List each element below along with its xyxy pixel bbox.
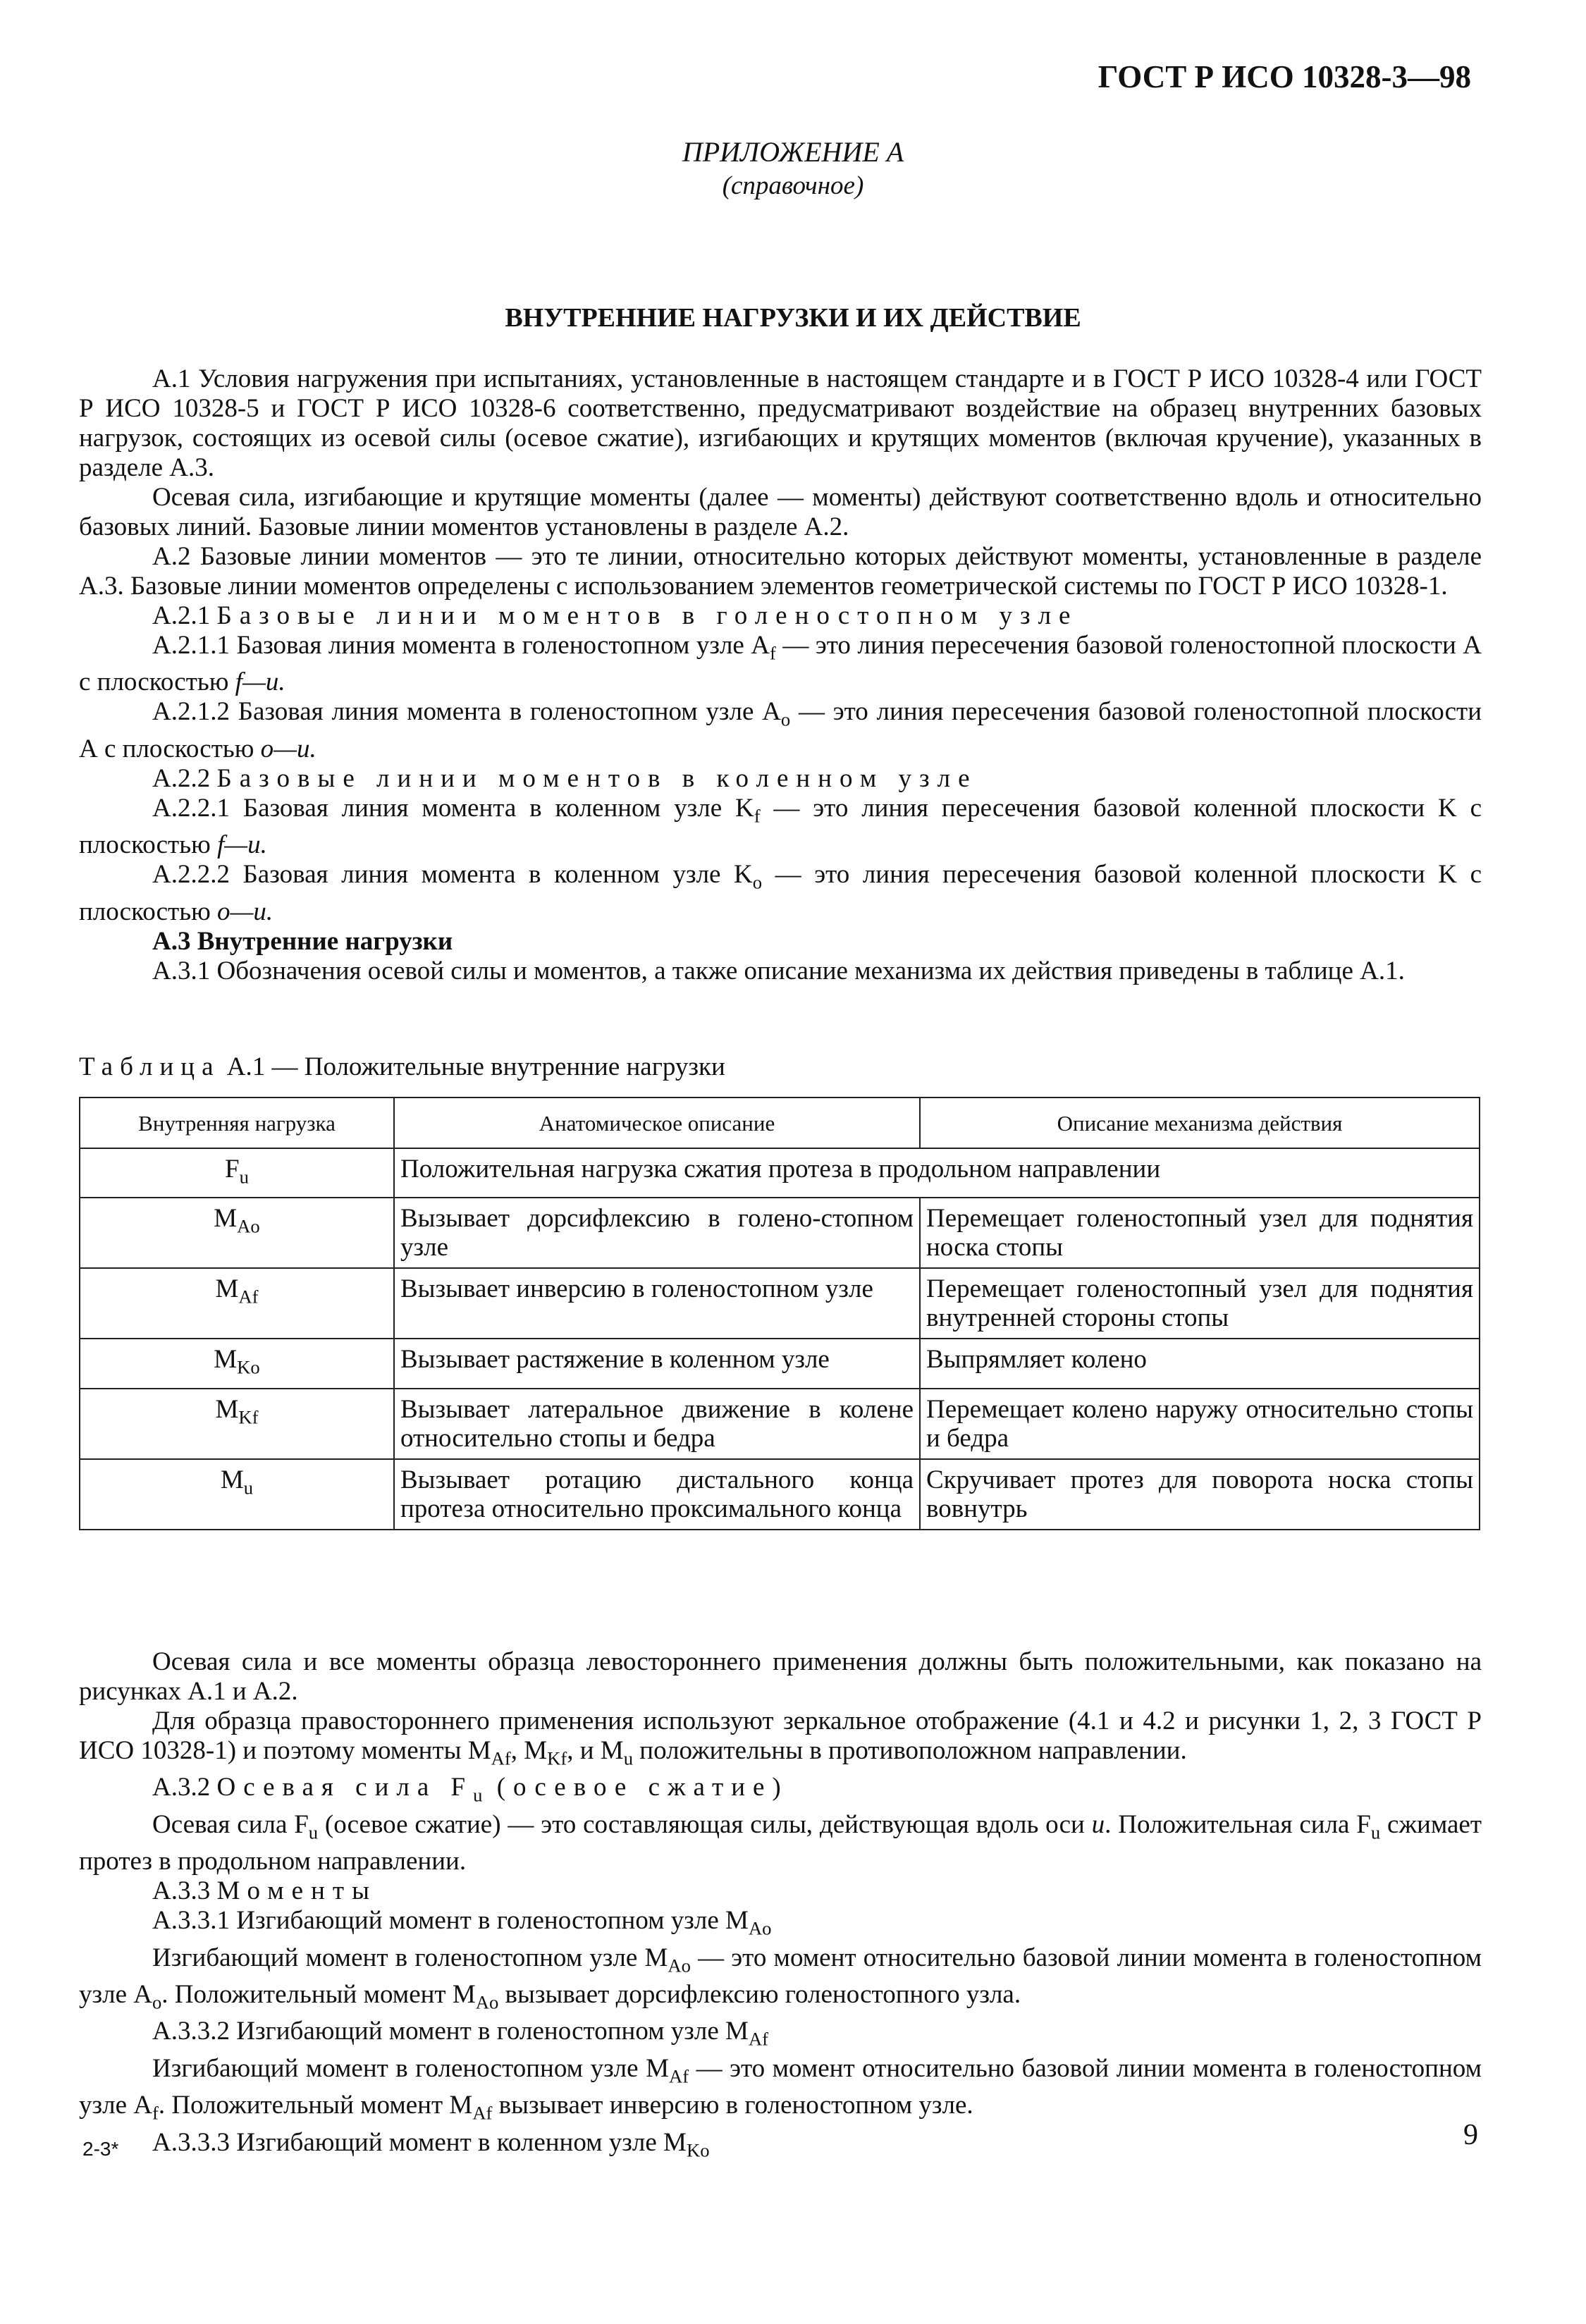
- axial-text-4: сжимает протез в продольном направлении.: [79, 1809, 1482, 1876]
- anatomical-description: Вызывает латеральное движение в колене относительно стопы и бедра: [394, 1389, 920, 1459]
- p4-sub-2: o: [152, 1991, 162, 2013]
- symbol-letter: M: [214, 1345, 238, 1375]
- a211-post: — это линия пересечения базовой голеностопной плоскости А с плоскостью: [79, 631, 1482, 697]
- paragraph-a212: [79, 697, 1482, 763]
- a212-pre: А.2.1.2 Базовая линия момента в голеностопном узле А: [152, 697, 781, 727]
- a222-pre: А.2.2.2 Базовая линия момента в коленном узле K: [152, 860, 753, 890]
- paragraph-positive-loads: Осевая сила и все моменты образца левостороннего применения должны быть положительными, как показано на рисунках А.1 и А.2.: [79, 1647, 1482, 1706]
- load-symbol: [80, 1268, 394, 1339]
- paragraph-a222: [79, 860, 1482, 926]
- paragraph-a2: А.2 Базовые линии моментов — это те линии, относительно которых действуют моменты, установленные в разделе А.3. Базовые линии моментов определены с использованием элементов геометрической системы по ГОСТ Р ИСО 10328-1.: [79, 542, 1482, 601]
- symbol-subscript: Ao: [237, 1215, 260, 1237]
- paragraph-a31: А.3.1 Обозначения осевой силы и моментов, а также описание механизма их действия приведены в таблице А.1.: [152, 956, 1405, 985]
- symbol-letter: F: [225, 1155, 240, 1183]
- body-text-bottom: [79, 1647, 1482, 2165]
- symbol-letter: M: [220, 1465, 244, 1494]
- axial-sub-1: u: [308, 1821, 319, 1843]
- p5-text-1: Изгибающий момент в голеностопном узле M: [152, 2053, 669, 2083]
- a332-text: А.3.3.2 Изгибающий момент в голеностопном узле M: [152, 2017, 749, 2046]
- a211-sub: f: [770, 642, 776, 664]
- a332-sub: Af: [748, 2028, 769, 2050]
- header-load: Внутренняя нагрузка: [80, 1098, 394, 1148]
- load-description: Положительная нагрузка сжатия протеза в продольном направлении: [394, 1148, 1480, 1198]
- heading-a32-number: А.3.2: [152, 1773, 211, 1802]
- a221-italic: f—u.: [216, 830, 267, 860]
- anatomical-description: Вызывает инверсию в голеностопном узле: [394, 1268, 920, 1339]
- symbol-letter: M: [215, 1274, 239, 1304]
- mechanism-description: Перемещает голеностопный узел для поднятия внутренней стороны стопы: [920, 1268, 1480, 1339]
- symbol-letter: M: [214, 1204, 238, 1234]
- heading-a32: [79, 1773, 1482, 1809]
- table-row: [80, 1459, 1480, 1530]
- p4-text-1: Изгибающий момент в голеностопном узле M: [152, 1943, 668, 1972]
- mirror-text-3: , и M: [567, 1736, 624, 1765]
- paragraph-mirror: [79, 1707, 1482, 1773]
- heading-a21-number: А.2.1: [152, 601, 211, 630]
- symbol-subscript: Af: [238, 1286, 259, 1308]
- mechanism-description: Перемещает голеностопный узел для поднятия носка стопы: [920, 1198, 1480, 1268]
- a212-italic: o—u.: [260, 734, 316, 763]
- mirror-text-2: , M: [510, 1736, 548, 1765]
- table-header-row: [80, 1098, 1480, 1148]
- mechanism-description: Выпрямляет колено: [920, 1339, 1480, 1388]
- heading-a32-title: Осевая сила F: [216, 1773, 474, 1802]
- internal-loads-table: [79, 1097, 1480, 1530]
- p5-text-4: вызывает инверсию в голеностопном узле.: [492, 2091, 973, 2120]
- a212-sub: o: [780, 708, 791, 730]
- heading-a21-title: Базовые линии моментов в голеностопном узле: [216, 601, 1078, 630]
- table-caption: [79, 1052, 725, 1082]
- heading-a3: А.3 Внутренние нагрузки: [152, 926, 453, 956]
- heading-a32-sub: u: [473, 1784, 483, 1806]
- paragraph-a331: [79, 1943, 1482, 2017]
- header-mechanism: Описание механизма действия: [920, 1098, 1480, 1148]
- paragraph-forces: Осевая сила, изгибающие и крутящие моменты (далее — моменты) действуют соответственно вдоль и относительно базовых линий. Базовые линии моментов установлены в разделе А.2.: [79, 483, 1482, 541]
- axial-text-1: Осевая сила F: [152, 1809, 309, 1839]
- paragraph-a211: [79, 631, 1482, 697]
- mirror-text-1: Для образца правостороннего применения используют зеркальное отображение (4.1 и 4.2 и рисунки 1, 2, 3 ГОСТ Р ИСО 10328-1) и поэтому моменты M: [79, 1707, 1482, 1765]
- axial-sub-2: u: [1370, 1821, 1381, 1843]
- mirror-text-4: положительны в противоположном направлении.: [633, 1736, 1187, 1765]
- heading-a22: [79, 764, 1482, 794]
- a222-sub: o: [752, 871, 763, 893]
- page-number: 9: [1463, 2119, 1478, 2151]
- anatomical-description: Вызывает растяжение в коленном узле: [394, 1339, 920, 1388]
- heading-a33: [79, 1876, 1482, 1906]
- a331-text: А.3.3.1 Изгибающий момент в голеностопном узле M: [152, 1906, 749, 1936]
- header-anatomical: Анатомическое описание: [394, 1098, 920, 1148]
- symbol-letter: M: [215, 1394, 239, 1424]
- heading-a22-number: А.2.2: [152, 763, 211, 793]
- a221-post: — это линия пересечения базовой коленной плоскости K с плоскостью: [79, 793, 1482, 860]
- p5-text-3: . Положительный момент M: [158, 2091, 473, 2120]
- load-symbol: [80, 1459, 394, 1530]
- section-title: ВНУТРЕННИЕ НАГРУЗКИ И ИХ ДЕЙСТВИЕ: [505, 303, 1081, 333]
- p5-sub-1: Af: [668, 2065, 689, 2087]
- a331-sub: Ao: [748, 1917, 772, 1939]
- a222-italic: o—u.: [216, 897, 273, 926]
- symbol-subscript: u: [243, 1477, 254, 1499]
- paragraph-axial-force: [79, 1810, 1482, 1876]
- table-caption-word: Таблица: [79, 1052, 221, 1081]
- document-code: ГОСТ Р ИСО 10328-3—98: [1098, 59, 1471, 94]
- sheet-mark: 2-3*: [82, 2138, 119, 2160]
- heading-a331: [79, 1906, 1482, 1943]
- p4-sub-3: Ao: [475, 1991, 499, 2013]
- a333-text: А.3.3.3 Изгибающий момент в коленном узле M: [152, 2127, 687, 2157]
- load-symbol: [80, 1148, 394, 1198]
- a212-post: — это линия пересечения базовой голеностопной плоскости А с плоскостью: [79, 697, 1482, 763]
- a211-italic: f—u.: [235, 668, 285, 697]
- a333-sub: Ko: [686, 2139, 710, 2160]
- axial-text-3: . Положительная сила F: [1105, 1809, 1371, 1839]
- a221-sub: f: [754, 805, 761, 827]
- mirror-sub-1: Af: [491, 1747, 511, 1769]
- mechanism-description: Перемещает колено наружу относительно стопы и бедра: [920, 1389, 1480, 1459]
- mechanism-description: Скручивает протез для поворота носка стопы вовнутрь: [920, 1459, 1480, 1530]
- table-row: [80, 1389, 1480, 1459]
- heading-a22-title: Базовые линии моментов в коленном узле: [216, 763, 978, 793]
- mirror-sub-3: u: [623, 1747, 634, 1769]
- paragraph-a1: А.1 Условия нагружения при испытаниях, установленные в настоящем стандарте и в ГОСТ Р ИСО 10328-4 или ГОСТ Р ИСО 10328-5 и ГОСТ Р ИСО 10328-6 соответственно, предусматривают воздействие на образец внутренних базовых нагрузок, состоящих из осевой силы (осевое сжатие), изгибающих и крутящих моментов (включая кручение), указанных в разделе А.3.: [79, 364, 1482, 482]
- p4-text-3: . Положительный момент M: [161, 1979, 476, 2009]
- load-symbol: [80, 1198, 394, 1268]
- body-text-top: [79, 364, 1482, 986]
- symbol-subscript: Kf: [238, 1406, 259, 1428]
- load-symbol: [80, 1339, 394, 1388]
- heading-a32-title-2: (осевое сжатие): [482, 1773, 789, 1802]
- axial-text-2: (осевое сжатие) — это составляющая силы, действующая вдоль оси: [318, 1809, 1092, 1839]
- mirror-sub-2: Kf: [547, 1747, 567, 1769]
- axial-italic: u: [1091, 1809, 1105, 1839]
- p4-sub-1: Ao: [668, 1954, 691, 1976]
- heading-a33-number: А.3.3: [152, 1876, 211, 1906]
- p5-sub-2: f: [152, 2102, 159, 2124]
- a222-post: — это линия пересечения базовой коленной плоскости K с плоскостью: [79, 860, 1482, 926]
- p5-text-2: — это момент относительно базовой линии момента в голеностопном узле А: [79, 2053, 1482, 2120]
- table-row: [80, 1148, 1480, 1198]
- p5-sub-3: Af: [472, 2102, 493, 2124]
- table-row: [80, 1198, 1480, 1268]
- symbol-subscript: Ko: [237, 1356, 260, 1378]
- appendix-subtitle: (справочное): [722, 171, 864, 200]
- symbol-subscript: u: [239, 1166, 249, 1188]
- p4-text-4: вызывает дорсифлексию голеностопного узла.: [498, 1979, 1021, 2009]
- anatomical-description: Вызывает ротацию дистального конца протеза относительно проксимального конца: [394, 1459, 920, 1530]
- a211-pre: А.2.1.1 Базовая линия момента в голеностопном узле А: [152, 631, 770, 660]
- paragraph-a332: [79, 2054, 1482, 2128]
- table-row: [80, 1339, 1480, 1388]
- table-row: [80, 1268, 1480, 1339]
- heading-a332: [79, 2017, 1482, 2053]
- load-symbol: [80, 1389, 394, 1459]
- heading-a21: [79, 601, 1482, 631]
- heading-a33-title: Моменты: [216, 1876, 377, 1906]
- a221-pre: А.2.2.1 Базовая линия момента в коленном узле K: [152, 793, 754, 823]
- appendix-title: ПРИЛОЖЕНИЕ А: [682, 136, 904, 168]
- heading-a333: [79, 2128, 1482, 2165]
- anatomical-description: Вызывает дорсифлексию в голено-стопном узле: [394, 1198, 920, 1268]
- table-caption-text: А.1 — Положительные внутренние нагрузки: [220, 1052, 725, 1081]
- p4-text-2: — это момент относительно базовой линии момента в голеностопном узле А: [79, 1943, 1482, 2009]
- paragraph-a221: [79, 794, 1482, 860]
